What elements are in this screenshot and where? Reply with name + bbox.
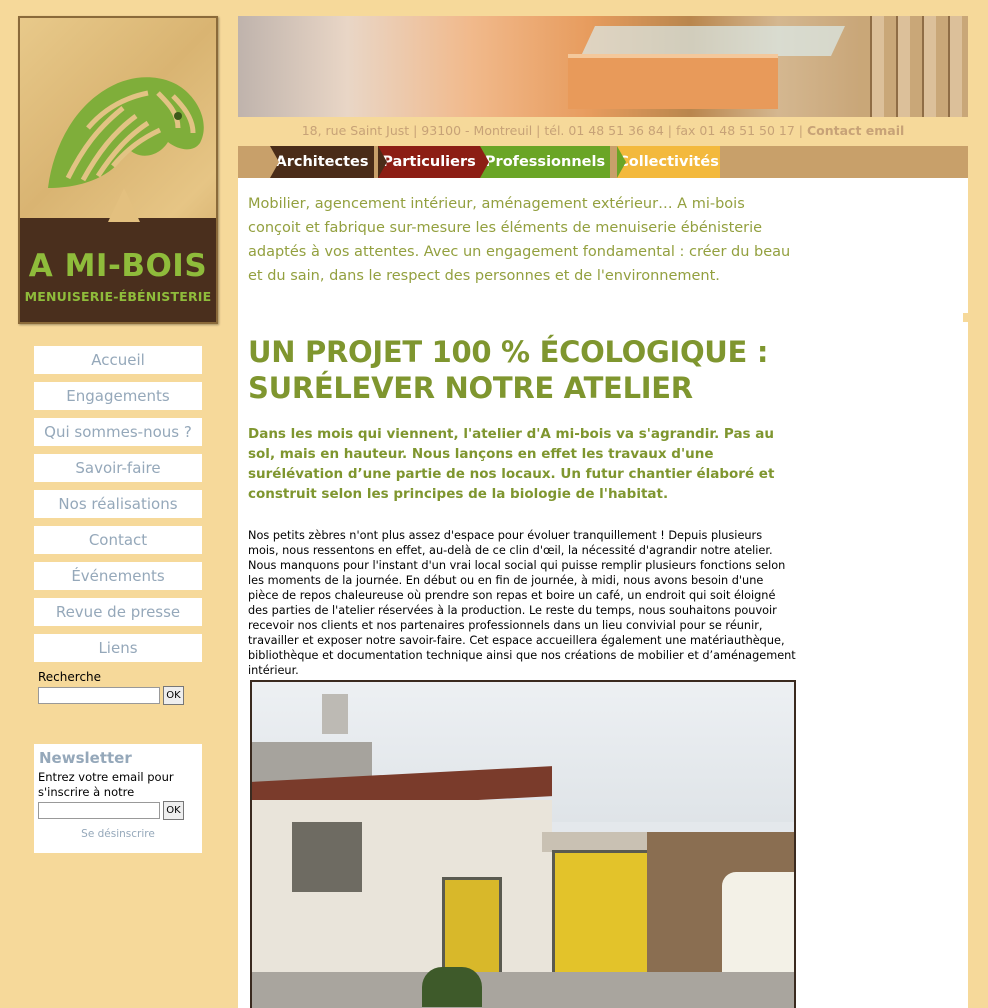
- tab-collectivites[interactable]: [617, 146, 720, 178]
- logo-notch: [108, 188, 140, 222]
- article-headline: UN PROJET 100 % ÉCOLOGIQUE : SURÉLEVER NOTRE ATELIER: [248, 335, 769, 405]
- article-body: Nos petits zèbres n'ont plus assez d'espace pour évoluer tranquillement ! Depuis plusieurs mois, nous ressentons en effet, au-delà de ce clin d'œil, la nécessité d'agrandir notre atelier. Nous manquons pour l'instant d'un vrai local social qui puisse remplir plusieurs fonctions selon les moments de la journée. En début ou en fin de journée, à midi, nous avons besoin d'une pièce de repos chaleureuse où prendre son repas et boire un café, un endroit qui soit éloigné des parties de l'atelier réservées à la production. Le reste du temps, nous souhaitons pouvoir recevoir nos clients et nos partenaires professionnels dans un lieu convivial pour se réunir, travailler et exposer notre savoir-faire. Cet espace accueillera également une matériauthèque, bibliothèque et documentation technique ainsi que nos créations de mobilier et d’aménagement intérieur.: [248, 529, 796, 677]
- nav-item-evenements[interactable]: Événements: [34, 562, 202, 590]
- audience-tab-bar: [238, 146, 968, 178]
- tab-arrow-icon: [617, 146, 626, 178]
- newsletter-title: Newsletter: [39, 749, 132, 767]
- contact-line: [238, 123, 968, 138]
- intro-text: Mobilier, agencement intérieur, aménagement extérieur… A mi-bois conçoit et fabrique sur-mesure les éléments de menuiserie ébénisterie adaptés à vos attentes. Avec un engagement fondamental : créer du beau et du sain, dans le respect des personnes et de l'environnement.: [248, 196, 791, 284]
- contact-email-link[interactable]: Contact email: [806, 123, 905, 138]
- newsletter-text: Entrez votre email pour s'inscrire à notre: [38, 770, 174, 799]
- article-lead: Dans les mois qui viennent, l'atelier d'A mi-bois va s'agrandir. Pas au sol, mais en hauteur. Nous lançons en effet les travaux d'une surélévation d’une partie de nos locaux. Un futur chantier élaboré et construit selon les principes de la biologie de l'habitat.: [248, 426, 775, 502]
- tab-arrow-icon: [378, 146, 387, 178]
- nav-item-qui-sommes-nous[interactable]: Qui sommes-nous ?: [34, 418, 202, 446]
- tab-label: Architectes: [275, 154, 369, 170]
- tab-arrow-icon: [270, 146, 279, 178]
- zebra-logo-icon: [28, 38, 218, 213]
- logo-name: A MI-BOIS: [28, 248, 208, 284]
- nav-item-nos-realisations[interactable]: Nos réalisations: [34, 490, 202, 518]
- nav-item-contact[interactable]: Contact: [34, 526, 202, 554]
- search-input[interactable]: [38, 687, 160, 704]
- tab-label: Professionnels: [484, 154, 606, 170]
- newsletter-ok-button[interactable]: OK: [163, 801, 184, 820]
- tab-architectes[interactable]: [270, 146, 374, 178]
- tab-label: Particuliers: [382, 154, 476, 170]
- workshop-photo: [250, 680, 796, 1008]
- scroll-marker: [963, 313, 969, 322]
- tab-professionnels[interactable]: [480, 146, 610, 178]
- main-content: [238, 178, 968, 1008]
- nav-item-liens[interactable]: Liens: [34, 634, 202, 662]
- nav-item-revue-de-presse[interactable]: Revue de presse: [34, 598, 202, 626]
- main-nav: [34, 346, 202, 670]
- newsletter-email-input[interactable]: [38, 802, 160, 819]
- newsletter-unsubscribe-link[interactable]: Se désinscrire: [81, 828, 155, 840]
- nav-item-accueil[interactable]: Accueil: [34, 346, 202, 374]
- header-banner-image: [238, 16, 968, 117]
- logo-subtitle: MENUISERIE-ÉBÉNISTERIE: [24, 289, 212, 304]
- nav-item-engagements[interactable]: Engagements: [34, 382, 202, 410]
- search-label: Recherche: [38, 670, 102, 684]
- site-logo[interactable]: [18, 16, 218, 324]
- newsletter-box: [34, 744, 202, 853]
- search-ok-button[interactable]: OK: [163, 686, 184, 705]
- tab-particuliers[interactable]: [378, 146, 480, 178]
- tab-label: Collectivités: [618, 154, 719, 170]
- contact-address: 18, rue Saint Just | 93100 - Montreuil | tél. 01 48 51 36 84 | fax 01 48 51 50 17 |: [301, 123, 807, 138]
- nav-item-savoir-faire[interactable]: Savoir-faire: [34, 454, 202, 482]
- tab-arrow-icon: [480, 146, 489, 178]
